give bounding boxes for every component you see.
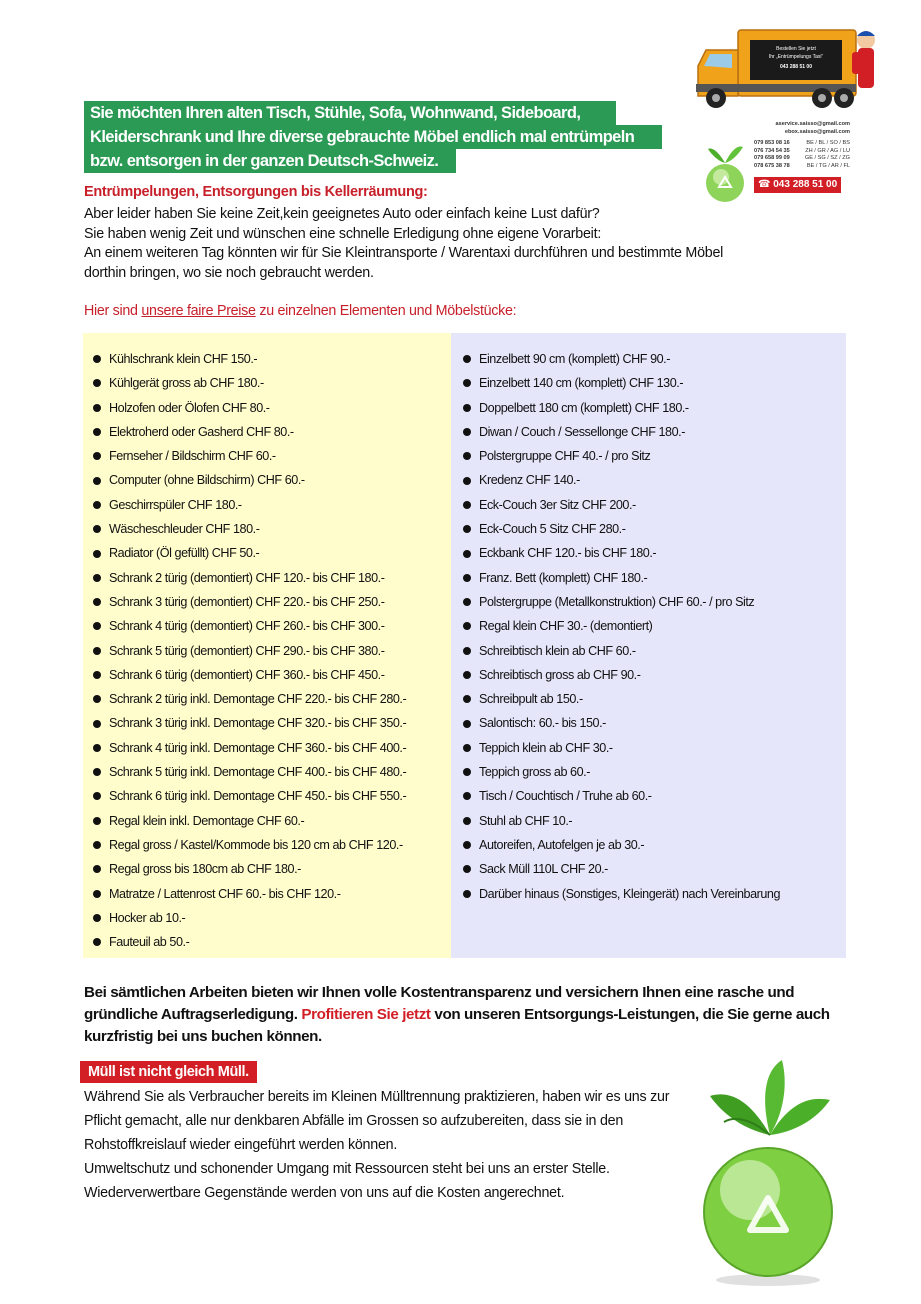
bullet-icon bbox=[463, 671, 471, 679]
price-item-text: Darüber hinaus (Sonstiges, Kleingerät) nach Vereinbarung bbox=[479, 886, 781, 901]
price-item-text: Schrank 3 türig inkl. Demontage CHF 320.- bis CHF 350.- bbox=[109, 716, 407, 731]
bullet-icon bbox=[463, 404, 471, 412]
price-column-right bbox=[451, 333, 846, 958]
main-phone-number: 043 288 51 00 bbox=[773, 178, 838, 190]
price-item-text: Computer (ohne Bildschirm) CHF 60.- bbox=[109, 473, 305, 488]
price-item-text: Schrank 6 türig (demontiert) CHF 360.- bis CHF 450.- bbox=[109, 667, 385, 682]
price-list-right bbox=[451, 347, 846, 906]
price-item bbox=[83, 687, 451, 711]
bullet-icon bbox=[93, 817, 101, 825]
bullet-icon bbox=[463, 550, 471, 558]
body-line: Umweltschutz und schonender Umgang mit Ressourcen steht bei uns an erster Stelle. bbox=[84, 1161, 610, 1177]
price-item-text: Matratze / Lattenrost CHF 60.- bis CHF 120.- bbox=[109, 886, 341, 901]
price-item bbox=[451, 517, 846, 541]
price-item bbox=[83, 444, 451, 468]
price-item-text: Hocker ab 10.- bbox=[109, 910, 186, 925]
summary-text: von unseren Entsorgungs-Leistungen, die Sie gerne auch kurzfristig bei uns buchen können. bbox=[84, 1006, 830, 1045]
bullet-icon bbox=[93, 865, 101, 873]
body-line: Pflicht gemacht, alle nur denkbaren Abfälle im Grossen so aufzubereiten, dass sie in den bbox=[84, 1113, 624, 1129]
price-item bbox=[83, 468, 451, 492]
price-item bbox=[451, 396, 846, 420]
phone-number[interactable]: 076 734 54 35 bbox=[754, 147, 790, 154]
price-item-text: Schrank 5 türig (demontiert) CHF 290.- bis CHF 380.- bbox=[109, 643, 385, 658]
price-item bbox=[83, 420, 451, 444]
price-item-text: Fernseher / Bildschirm CHF 60.- bbox=[109, 449, 276, 464]
price-item bbox=[83, 347, 451, 371]
price-item bbox=[451, 760, 846, 784]
email-address[interactable]: ebox.saisso@gmail.com bbox=[784, 128, 850, 135]
price-item-text: Eckbank CHF 120.- bis CHF 180.- bbox=[479, 546, 657, 561]
price-item bbox=[451, 371, 846, 395]
price-item-text: Regal gross / Kastel/Kommode bis 120 cm ab CHF 120.- bbox=[109, 837, 403, 852]
price-item bbox=[451, 687, 846, 711]
price-item-text: Schrank 4 türig inkl. Demontage CHF 360.- bis CHF 400.- bbox=[109, 740, 407, 755]
price-item bbox=[83, 590, 451, 614]
price-item bbox=[451, 493, 846, 517]
bullet-icon bbox=[93, 598, 101, 606]
price-item-text: Regal klein CHF 30.- (demontiert) bbox=[479, 619, 653, 634]
bullet-icon bbox=[463, 890, 471, 898]
price-item-text: Kühlschrank klein CHF 150.- bbox=[109, 352, 258, 366]
header-banner bbox=[84, 101, 672, 173]
region-codes: GE / SG / SZ / ZG bbox=[804, 155, 850, 162]
price-item-text: Teppich gross ab 60.- bbox=[479, 765, 590, 780]
region-codes: BE / BL / SO / BS bbox=[806, 140, 850, 147]
price-item bbox=[451, 857, 846, 881]
price-item bbox=[451, 736, 846, 760]
intro-line: dorthin bringen, wo sie noch gebraucht werden. bbox=[84, 264, 374, 281]
bullet-icon bbox=[463, 477, 471, 485]
bullet-icon bbox=[93, 501, 101, 509]
bullet-icon bbox=[93, 404, 101, 412]
telephone-icon: ☎ bbox=[758, 178, 774, 190]
prices-title-text: Hier sind bbox=[84, 303, 142, 319]
truck-sign-line: Bestellen Sie jetzt bbox=[776, 46, 816, 52]
price-item bbox=[83, 493, 451, 517]
bullet-icon bbox=[93, 428, 101, 436]
bullet-icon bbox=[463, 428, 471, 436]
price-item-text: Schrank 6 türig inkl. Demontage CHF 450.- bis CHF 550.- bbox=[109, 789, 407, 804]
price-item-text: Schrank 4 türig (demontiert) CHF 260.- bis CHF 300.- bbox=[109, 619, 385, 634]
bullet-icon bbox=[93, 525, 101, 533]
price-item bbox=[83, 371, 451, 395]
price-item-text: Doppelbett 180 cm (komplett) CHF 180.- bbox=[479, 400, 689, 415]
banner-line: bzw. entsorgen in der ganzen Deutsch-Schweiz. bbox=[84, 149, 456, 173]
price-item bbox=[451, 711, 846, 735]
price-item-text: Fauteuil ab 50.- bbox=[109, 935, 190, 950]
bullet-icon bbox=[93, 622, 101, 630]
price-item bbox=[451, 882, 846, 906]
bullet-icon bbox=[463, 720, 471, 728]
price-item-text: Diwan / Couch / Sessellonge CHF 180.- bbox=[479, 424, 685, 439]
price-item-text: Regal klein inkl. Demontage CHF 60.- bbox=[109, 813, 305, 828]
bullet-icon bbox=[463, 598, 471, 606]
phone-number[interactable]: 079 853 08 16 bbox=[754, 140, 790, 147]
price-item bbox=[451, 347, 846, 371]
phone-number[interactable]: 078 675 38 78 bbox=[754, 162, 790, 169]
bullet-icon bbox=[93, 671, 101, 679]
price-item-text: Teppich klein ab CHF 30.- bbox=[479, 740, 613, 755]
price-item bbox=[451, 566, 846, 590]
bullet-icon bbox=[463, 574, 471, 582]
price-item bbox=[451, 614, 846, 638]
price-item bbox=[451, 833, 846, 857]
body-line: Wiederverwertbare Gegenstände werden von uns auf die Kosten angerechnet. bbox=[84, 1185, 565, 1201]
price-item-text: Regal gross bis 180cm ab CHF 180.- bbox=[109, 862, 301, 877]
price-item-text: Geschirrspüler CHF 180.- bbox=[109, 497, 242, 512]
bullet-icon bbox=[93, 550, 101, 558]
region-codes: ZH / GR / AG / LU bbox=[805, 147, 850, 154]
section-badge: Müll ist nicht gleich Müll. bbox=[80, 1061, 257, 1083]
contact-row bbox=[754, 140, 850, 148]
price-item-text: Polstergruppe CHF 40.- / pro Sitz bbox=[479, 449, 651, 464]
price-item-text: Eck-Couch 3er Sitz CHF 200.- bbox=[479, 497, 636, 512]
email-address[interactable]: aservice.saisso@gmail.com bbox=[775, 121, 850, 127]
price-table bbox=[83, 333, 846, 958]
contact-row bbox=[754, 148, 850, 156]
price-item bbox=[83, 711, 451, 735]
bullet-icon bbox=[463, 865, 471, 873]
prices-title-link[interactable]: unsere faire Preise bbox=[141, 303, 256, 319]
price-item bbox=[451, 420, 846, 444]
price-item bbox=[83, 639, 451, 663]
bullet-icon bbox=[463, 647, 471, 655]
price-item bbox=[451, 590, 846, 614]
bullet-icon bbox=[463, 501, 471, 509]
price-item bbox=[83, 614, 451, 638]
price-item bbox=[451, 809, 846, 833]
price-list-left bbox=[83, 347, 451, 954]
price-item-text: Einzelbett 90 cm (komplett) CHF 90.- bbox=[479, 352, 670, 366]
bullet-icon bbox=[93, 744, 101, 752]
price-item-text: Schreibtisch gross ab CHF 90.- bbox=[479, 667, 641, 682]
summary-paragraph bbox=[84, 982, 844, 1048]
bullet-icon bbox=[93, 720, 101, 728]
price-item bbox=[83, 809, 451, 833]
price-item-text: Salontisch: 60.- bis 150.- bbox=[479, 716, 606, 731]
bullet-icon bbox=[93, 841, 101, 849]
price-item-text: Einzelbett 140 cm (komplett) CHF 130.- bbox=[479, 376, 684, 391]
bullet-icon bbox=[463, 817, 471, 825]
price-item-text: Autoreifen, Autofelgen je ab 30.- bbox=[479, 837, 645, 852]
bullet-icon bbox=[93, 379, 101, 387]
price-item bbox=[451, 663, 846, 687]
main-phone-badge[interactable] bbox=[754, 177, 841, 193]
contact-block bbox=[754, 121, 850, 193]
bullet-icon bbox=[93, 355, 101, 363]
price-item-text: Stuhl ab CHF 10.- bbox=[479, 813, 573, 828]
intro-line: Aber leider haben Sie keine Zeit,kein geeignetes Auto oder einfach keine Lust dafür? bbox=[84, 206, 600, 222]
price-item-text: Elektroherd oder Gasherd CHF 80.- bbox=[109, 424, 294, 439]
bullet-icon bbox=[93, 574, 101, 582]
price-item-text: Schreibtisch klein ab CHF 60.- bbox=[479, 643, 636, 658]
price-item bbox=[451, 468, 846, 492]
price-item-text: Eck-Couch 5 Sitz CHF 280.- bbox=[479, 522, 626, 537]
body-line: Während Sie als Verbraucher bereits im Kleinen Mülltrennung praktizieren, haben wir es uns zur bbox=[84, 1089, 670, 1105]
price-item-text: Polstergruppe (Metallkonstruktion) CHF 60.- / pro Sitz bbox=[479, 594, 755, 609]
price-item bbox=[83, 760, 451, 784]
bullet-icon bbox=[93, 938, 101, 946]
banner-line: Kleiderschrank und Ihre diverse gebrauchte Möbel endlich mal entrümpeln bbox=[84, 125, 662, 149]
bullet-icon bbox=[93, 914, 101, 922]
truck-illustration bbox=[694, 26, 880, 118]
price-item bbox=[83, 541, 451, 565]
price-item bbox=[451, 541, 846, 565]
contact-row bbox=[754, 155, 850, 163]
price-item-text: Franz. Bett (komplett) CHF 180.- bbox=[479, 570, 648, 585]
bullet-icon bbox=[93, 647, 101, 655]
price-column-left bbox=[83, 333, 451, 958]
price-item bbox=[451, 444, 846, 468]
bullet-icon bbox=[93, 890, 101, 898]
bullet-icon bbox=[463, 452, 471, 460]
price-item-text: Schreibpult ab 150.- bbox=[479, 692, 583, 707]
bullet-icon bbox=[463, 622, 471, 630]
bullet-icon bbox=[93, 792, 101, 800]
intro-line: An einem weiteren Tag könnten wir für Sie Kleintransporte / Warentaxi durchführen und bestimmte Möbel bbox=[84, 245, 724, 261]
price-item-text: Kühlgerät gross ab CHF 180.- bbox=[109, 376, 264, 391]
bullet-icon bbox=[93, 452, 101, 460]
price-item bbox=[451, 639, 846, 663]
price-item bbox=[83, 663, 451, 687]
bullet-icon bbox=[463, 355, 471, 363]
bullet-icon bbox=[463, 768, 471, 776]
bullet-icon bbox=[93, 477, 101, 485]
price-item-text: Kredenz CHF 140.- bbox=[479, 473, 580, 488]
recycle-globe-icon bbox=[702, 133, 748, 203]
price-item-text: Sack Müll 110L CHF 20.- bbox=[479, 862, 608, 877]
price-item-text: Holzofen oder Ölofen CHF 80.- bbox=[109, 400, 270, 415]
prices-title bbox=[84, 303, 516, 319]
price-item-text: Schrank 2 türig (demontiert) CHF 120.- bis CHF 180.- bbox=[109, 570, 385, 585]
price-item bbox=[83, 517, 451, 541]
price-item-text: Wäscheschleuder CHF 180.- bbox=[109, 522, 260, 537]
price-item-text: Radiator (Öl gefüllt) CHF 50.- bbox=[109, 546, 260, 561]
bullet-icon bbox=[463, 792, 471, 800]
price-item bbox=[83, 566, 451, 590]
recycling-text bbox=[84, 1085, 804, 1205]
price-item bbox=[83, 857, 451, 881]
truck-sign-line: 043 288 51 00 bbox=[780, 64, 812, 70]
price-item-text: Schrank 3 türig (demontiert) CHF 220.- bis CHF 250.- bbox=[109, 594, 385, 609]
region-codes: BE / TG / AR / FL bbox=[806, 162, 850, 169]
bullet-icon bbox=[93, 695, 101, 703]
intro-title: Entrümpelungen, Entsorgungen bis Kellerräumung: bbox=[84, 184, 428, 200]
summary-text: Bei sämtlichen Arbeiten bieten wir Ihnen volle Kostentransparenz und versichern Ihnen eine rasche und gründliche Auftragserledigung. bbox=[84, 984, 795, 1023]
price-item bbox=[83, 882, 451, 906]
price-item-text: Schrank 5 türig inkl. Demontage CHF 400.- bis CHF 480.- bbox=[109, 765, 407, 780]
summary-highlight: Profitieren Sie jetzt bbox=[301, 1006, 431, 1023]
price-item bbox=[83, 784, 451, 808]
price-item bbox=[83, 736, 451, 760]
bullet-icon bbox=[463, 525, 471, 533]
bullet-icon bbox=[93, 768, 101, 776]
bullet-icon bbox=[463, 744, 471, 752]
price-item-text: Tisch / Couchtisch / Truhe ab 60.- bbox=[479, 789, 652, 804]
price-item bbox=[451, 784, 846, 808]
intro-text bbox=[84, 205, 824, 283]
price-item bbox=[83, 833, 451, 857]
bullet-icon bbox=[463, 695, 471, 703]
prices-title-text: zu einzelnen Elementen und Möbelstücke: bbox=[255, 303, 517, 319]
price-item bbox=[83, 906, 451, 930]
price-item bbox=[83, 396, 451, 420]
bullet-icon bbox=[463, 841, 471, 849]
body-line: Rohstoffkreislauf wieder eingeführt werden können. bbox=[84, 1137, 398, 1153]
truck-sign-line: Ihr „Entrümpelungs Taxi“ bbox=[768, 54, 824, 60]
intro-line: Sie haben wenig Zeit und wünschen eine schnelle Erledigung ohne eigene Vorarbeit: bbox=[84, 225, 602, 242]
bullet-icon bbox=[463, 379, 471, 387]
price-item bbox=[83, 930, 451, 954]
contact-row bbox=[754, 163, 850, 171]
price-item-text: Schrank 2 türig inkl. Demontage CHF 220.- bis CHF 280.- bbox=[109, 692, 407, 707]
banner-line: Sie möchten Ihren alten Tisch, Stühle, Sofa, Wohnwand, Sideboard, bbox=[84, 101, 616, 125]
phone-number[interactable]: 079 658 99 09 bbox=[754, 155, 790, 162]
